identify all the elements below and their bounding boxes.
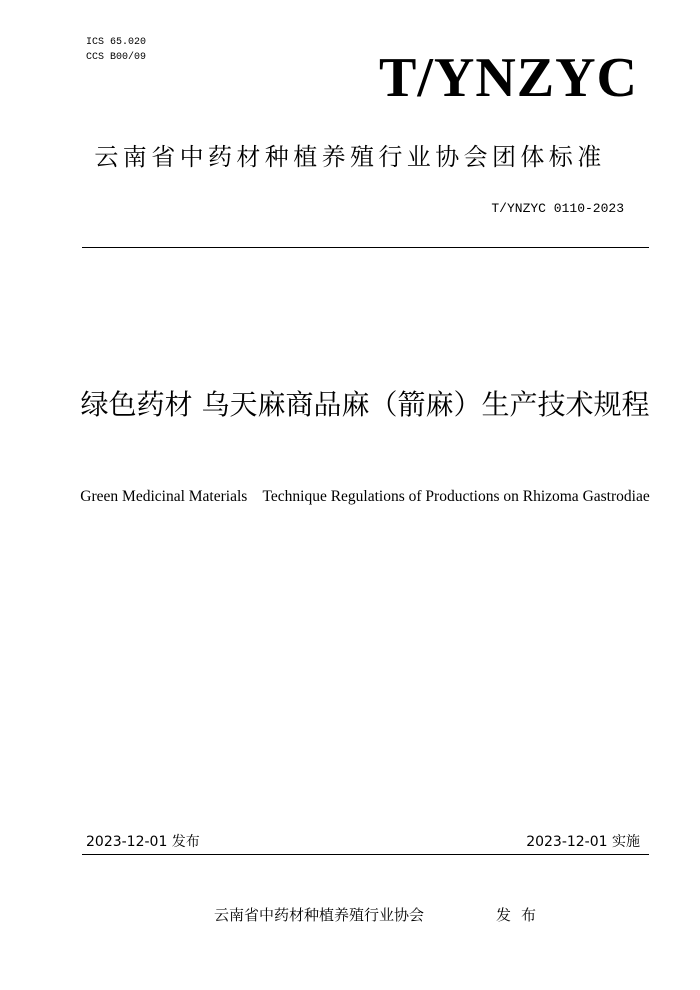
ics-code: ICS 65.020 (86, 37, 147, 48)
document-title-cn: 绿色药材 乌天麻商品麻（箭麻）生产技术规程 (80, 388, 650, 421)
ccs-code: CCS B00/09 (86, 52, 147, 63)
top-divider (82, 247, 649, 248)
standard-code: T/YNZYC 0110-2023 (491, 201, 624, 216)
document-title-en: Green Medicinal Materials Technique Regulations of Productions on Rhizoma Gastrodiae (80, 488, 650, 505)
bottom-divider (82, 854, 649, 855)
publisher-name: 云南省中药材种植养殖行业协会 (214, 906, 425, 924)
standard-logo: T/YNZYC (378, 47, 638, 109)
issue-date: 2023-12-01 发布 (86, 834, 200, 850)
implementation-date: 2023-12-01 实施 (526, 834, 640, 850)
publish-label: 发布 (496, 906, 547, 924)
association-title: 云南省中药材种植养殖行业协会团体标准 (94, 143, 606, 171)
